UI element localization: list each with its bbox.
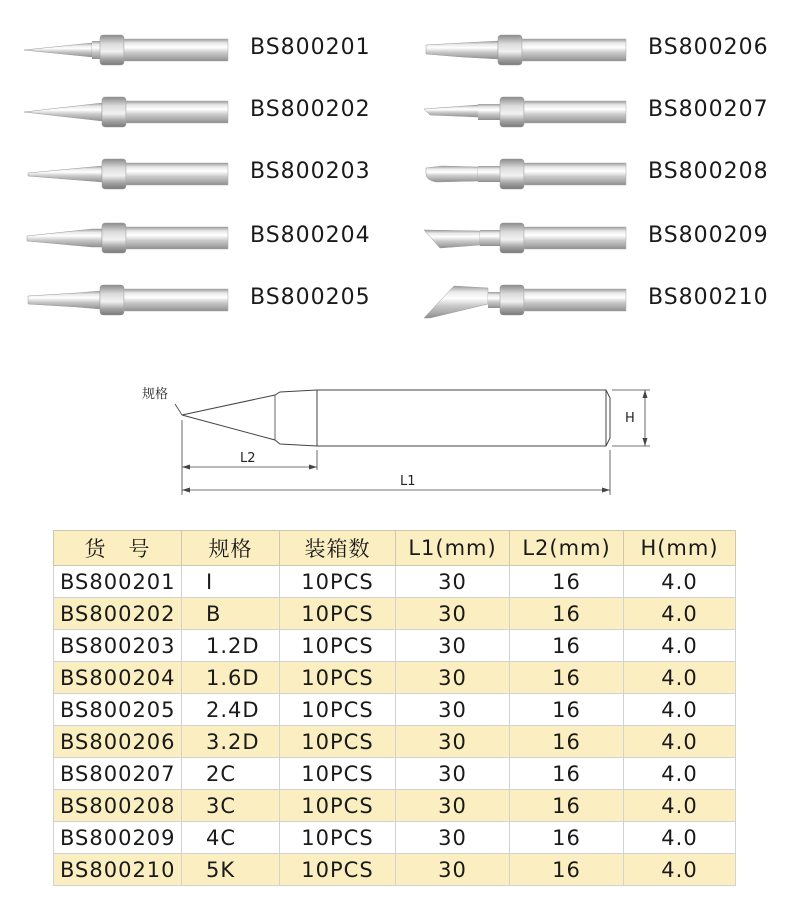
cell-spec: B — [182, 598, 280, 630]
table-row — [54, 854, 736, 886]
cell-pack: 10PCS — [280, 822, 396, 854]
cell-h: 4.0 — [624, 630, 736, 662]
cell-h: 4.0 — [624, 694, 736, 726]
cell-pack: 10PCS — [280, 790, 396, 822]
tips-gallery — [0, 0, 790, 330]
cell-pack: 10PCS — [280, 630, 396, 662]
tip-item — [22, 90, 372, 130]
cell-l2: 16 — [510, 790, 624, 822]
tip-code: BS800207 — [648, 97, 769, 122]
tip-item — [22, 28, 372, 68]
cell-spec: I — [182, 566, 280, 598]
tip-item — [22, 216, 372, 256]
cell-l1: 30 — [396, 694, 510, 726]
tip-item — [422, 28, 772, 68]
cell-spec: 1.2D — [182, 630, 280, 662]
tip-code: BS800205 — [250, 285, 371, 310]
cell-code: BS800207 — [54, 758, 182, 790]
cell-h: 4.0 — [624, 726, 736, 758]
l2-label: L2 — [240, 451, 256, 466]
table-row — [54, 630, 736, 662]
cell-l1: 30 — [396, 726, 510, 758]
cell-code: BS800209 — [54, 822, 182, 854]
cell-code: BS800202 — [54, 598, 182, 630]
cell-l1: 30 — [396, 566, 510, 598]
table-row — [54, 790, 736, 822]
tip-code: BS800206 — [648, 35, 769, 60]
cell-spec: 3C — [182, 790, 280, 822]
cell-code: BS800203 — [54, 630, 182, 662]
tip-item — [422, 90, 772, 130]
column-header: L1(mm) — [396, 531, 510, 566]
tip-chisel-icon — [22, 220, 232, 256]
tip-hoof-icon — [422, 156, 632, 192]
cell-pack: 10PCS — [280, 694, 396, 726]
cell-spec: 2C — [182, 758, 280, 790]
cell-h: 4.0 — [624, 790, 736, 822]
tip-chisel-icon — [22, 282, 232, 318]
cell-h: 4.0 — [624, 854, 736, 886]
cell-code: BS800206 — [54, 726, 182, 758]
cell-l1: 30 — [396, 790, 510, 822]
cell-pack: 10PCS — [280, 758, 396, 790]
column-header: H(mm) — [624, 531, 736, 566]
table-row — [54, 662, 736, 694]
table-row — [54, 726, 736, 758]
tip-knife-icon — [422, 282, 632, 322]
tip-code: BS800204 — [250, 223, 371, 248]
spec-label: 规格 — [142, 387, 169, 402]
table-row — [54, 822, 736, 854]
tip-item — [422, 216, 772, 256]
cell-code: BS800208 — [54, 790, 182, 822]
cell-code: BS800210 — [54, 854, 182, 886]
cell-spec: 2.4D — [182, 694, 280, 726]
cell-l2: 16 — [510, 598, 624, 630]
tip-conical-icon — [22, 32, 232, 68]
cell-h: 4.0 — [624, 598, 736, 630]
tip-code: BS800209 — [648, 223, 769, 248]
table-row — [54, 694, 736, 726]
table-header-row — [54, 531, 736, 566]
cell-l2: 16 — [510, 694, 624, 726]
cell-l1: 30 — [396, 598, 510, 630]
tip-bevel-icon — [22, 94, 232, 130]
cell-h: 4.0 — [624, 662, 736, 694]
tip-code: BS800203 — [250, 159, 371, 184]
cell-pack: 10PCS — [280, 854, 396, 886]
cell-l2: 16 — [510, 822, 624, 854]
tip-code: BS800201 — [250, 35, 371, 60]
spec-leader — [175, 404, 182, 415]
column-header: 规格 — [182, 531, 280, 566]
cell-l1: 30 — [396, 854, 510, 886]
cell-l1: 30 — [396, 630, 510, 662]
table-row — [54, 566, 736, 598]
cell-l2: 16 — [510, 758, 624, 790]
cell-spec: 3.2D — [182, 726, 280, 758]
cell-h: 4.0 — [624, 822, 736, 854]
tip-chisel-icon — [422, 32, 632, 68]
cell-l2: 16 — [510, 566, 624, 598]
tip-item — [22, 278, 372, 318]
cell-pack: 10PCS — [280, 566, 396, 598]
cell-code: BS800205 — [54, 694, 182, 726]
cell-l2: 16 — [510, 726, 624, 758]
cell-spec: 5K — [182, 854, 280, 886]
spec-table — [53, 530, 736, 886]
cell-pack: 10PCS — [280, 726, 396, 758]
table-row — [54, 598, 736, 630]
tip-chisel-icon — [22, 156, 232, 192]
column-header: 装箱数 — [280, 531, 396, 566]
tip-hoof-icon — [422, 94, 632, 130]
column-header: 货 号 — [54, 531, 182, 566]
cell-h: 4.0 — [624, 758, 736, 790]
tip-code: BS800202 — [250, 97, 371, 122]
tip-code: BS800208 — [648, 159, 769, 184]
cell-l2: 16 — [510, 662, 624, 694]
table-row — [54, 758, 736, 790]
cell-l2: 16 — [510, 854, 624, 886]
l1-label: L1 — [400, 474, 416, 489]
tip-hoof-icon — [422, 220, 632, 256]
h-label: H — [625, 411, 635, 426]
cell-h: 4.0 — [624, 566, 736, 598]
cell-spec: 4C — [182, 822, 280, 854]
dimension-diagram — [120, 370, 680, 500]
tip-item — [422, 278, 772, 318]
cell-code: BS800201 — [54, 566, 182, 598]
cell-l1: 30 — [396, 758, 510, 790]
cell-code: BS800204 — [54, 662, 182, 694]
cell-pack: 10PCS — [280, 598, 396, 630]
cell-spec: 1.6D — [182, 662, 280, 694]
cell-l2: 16 — [510, 630, 624, 662]
cell-l1: 30 — [396, 662, 510, 694]
tip-code: BS800210 — [648, 285, 769, 310]
cell-pack: 10PCS — [280, 662, 396, 694]
tip-item — [22, 152, 372, 192]
column-header: L2(mm) — [510, 531, 624, 566]
cell-l1: 30 — [396, 822, 510, 854]
tip-outline — [182, 390, 610, 446]
tip-item — [422, 152, 772, 192]
